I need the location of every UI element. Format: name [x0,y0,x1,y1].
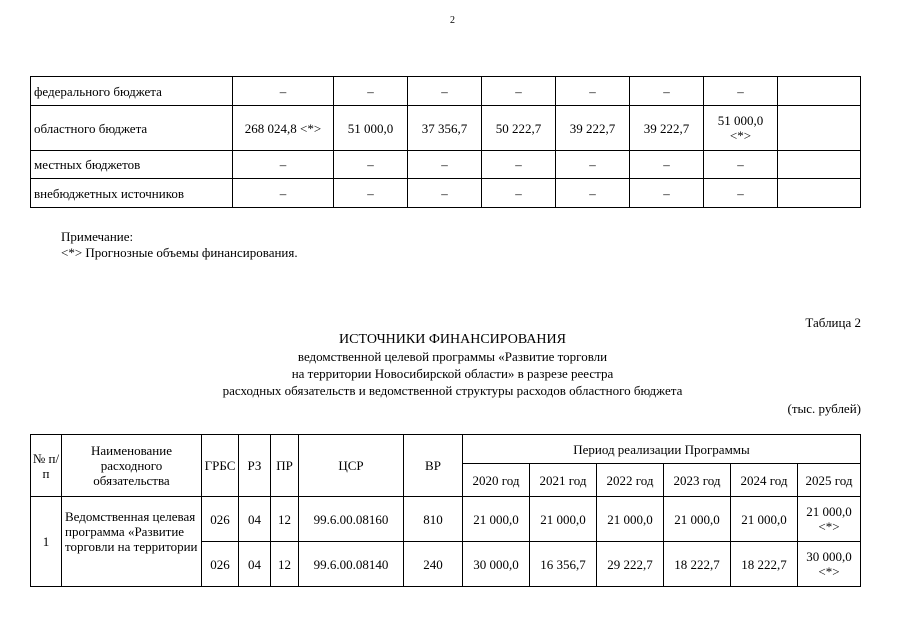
cell: – [408,179,482,208]
cell-value: 30 000,0 <*> [798,542,861,587]
cell: – [408,151,482,179]
cell: 51 000,0 <*> [704,106,778,151]
row-label: внебюджетных источников [31,179,233,208]
table-label: Таблица 2 [805,315,861,330]
header-csr: ЦСР [299,435,404,497]
table-row [31,106,861,151]
cell-value: 21 000,0 [664,497,731,542]
cell [778,106,861,151]
cell-value: 21 000,0 [597,497,664,542]
header-num: № п/п [31,435,62,497]
cell: – [334,179,408,208]
cell: – [408,77,482,106]
funding-sources-table [30,76,861,208]
cell-rz: 04 [239,542,271,587]
cell-csr: 99.6.00.08140 [299,542,404,587]
table-row [31,497,861,542]
cell: – [630,179,704,208]
cell: – [233,77,334,106]
header-year: 2025 год [798,464,861,497]
cell-value: 30 000,0 [463,542,530,587]
expenditure-table [30,434,861,587]
cell [778,151,861,179]
table-row [31,151,861,179]
cell: 39 222,7 [556,106,630,151]
row-number: 1 [31,497,62,587]
header-year: 2024 год [731,464,798,497]
row-label: местных бюджетов [31,151,233,179]
row-label: областного бюджета [31,106,233,151]
cell: – [704,151,778,179]
cell: 39 222,7 [630,106,704,151]
cell-vr: 810 [404,497,463,542]
table-row [31,179,861,208]
cell-vr: 240 [404,542,463,587]
cell-value: 21 000,0 <*> [798,497,861,542]
cell: – [482,77,556,106]
header-year: 2020 год [463,464,530,497]
header-year: 2021 год [530,464,597,497]
cell-pr: 12 [271,542,299,587]
cell: – [630,77,704,106]
row-label: федерального бюджета [31,77,233,106]
header-rz: РЗ [239,435,271,497]
header-name: Наименование расходного обязательства [62,435,202,497]
note-text: <*> Прогнозные объемы финансирования. [61,245,298,260]
cell [778,77,861,106]
cell-pr: 12 [271,497,299,542]
table-header-row [31,435,861,464]
cell-csr: 99.6.00.08160 [299,497,404,542]
cell: – [556,179,630,208]
cell [778,179,861,208]
cell-value: 18 222,7 [664,542,731,587]
cell: 50 222,7 [482,106,556,151]
header-period: Период реализации Программы [463,435,861,464]
header-grbs: ГРБС [202,435,239,497]
cell: – [630,151,704,179]
header-pr: ПР [271,435,299,497]
header-year: 2023 год [664,464,731,497]
cell: – [482,179,556,208]
title-line: расходных обязательств и ведомственной структуры расходов областного бюджета [222,383,683,398]
cell: 51 000,0 [334,106,408,151]
header-year: 2022 год [597,464,664,497]
cell-value: 21 000,0 [463,497,530,542]
cell: 268 024,8 <*> [233,106,334,151]
units-label: (тыс. рублей) [787,401,861,416]
cell: – [704,77,778,106]
title-line: ИСТОЧНИКИ ФИНАНСИРОВАНИЯ [339,332,566,347]
cell-value: 18 222,7 [731,542,798,587]
cell-rz: 04 [239,497,271,542]
cell: 37 356,7 [408,106,482,151]
cell: – [482,151,556,179]
cell: – [704,179,778,208]
cell-grbs: 026 [202,497,239,542]
cell-value: 29 222,7 [597,542,664,587]
title-line: ведомственной целевой программы «Развитие торговли [297,349,608,364]
cell: – [556,151,630,179]
cell-value: 21 000,0 [530,497,597,542]
title-line: на территории Новосибирской области» в разрезе реестра [291,366,614,381]
cell-value: 21 000,0 [731,497,798,542]
page-number: 2 [450,15,455,26]
table-title [0,331,905,399]
cell: – [233,151,334,179]
cell-value: 16 356,7 [530,542,597,587]
header-vr: ВР [404,435,463,497]
cell: – [233,179,334,208]
cell: – [334,77,408,106]
note-heading: Примечание: [61,229,134,244]
cell-grbs: 026 [202,542,239,587]
row-name: Ведомственная целевая программа «Развитие торговли на территории [62,497,202,587]
table-row [31,77,861,106]
cell: – [334,151,408,179]
cell: – [556,77,630,106]
